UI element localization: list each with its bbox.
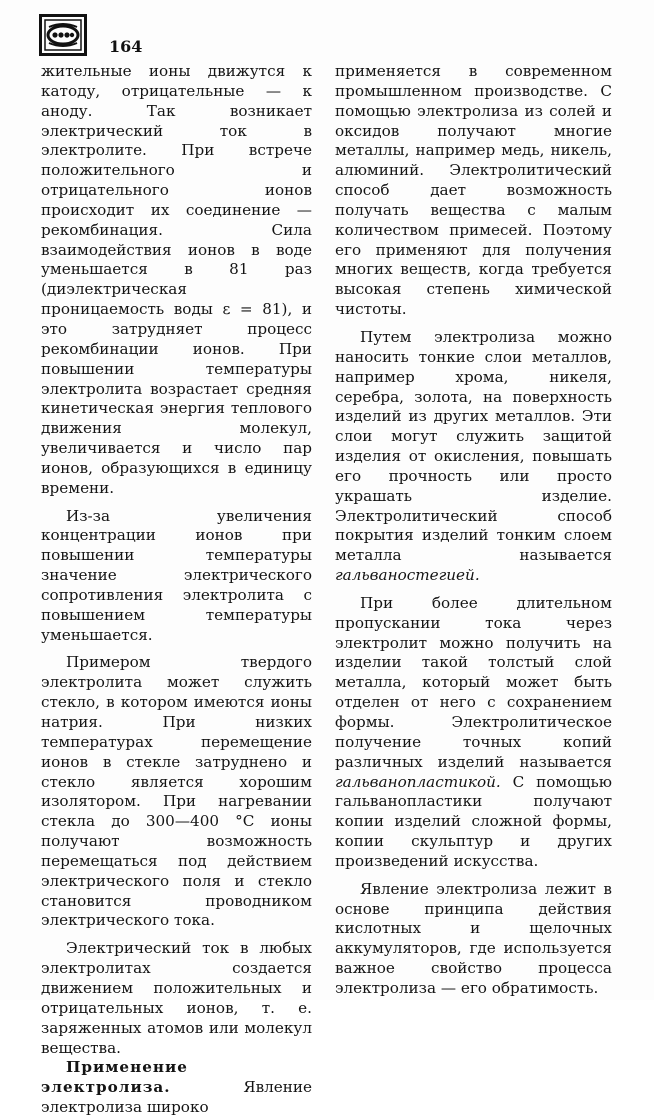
paragraph: [335, 594, 612, 872]
paragraph-text: С помощью гальванопластики получают копии изделий сложной формы, копии скульптур и других произведений искусства.: [335, 772, 612, 870]
term-galvanostegy: гальваностегией.: [335, 566, 480, 585]
section-paragraph: [41, 1058, 312, 1118]
term-galvanoplastics: гальванопластикой.: [335, 772, 501, 791]
paragraph: Электрический ток в любых электролитах создается движением положительных и отрицательных ионов, т. е. заряженных атомов или молекул вещества.: [41, 939, 312, 1057]
paragraph: Из-за увеличения концентрации ионов при повышении температуры значение электрического сопротивления электролита с повышением температуры уменьшается.: [41, 506, 312, 644]
book-ornament-icon: [39, 14, 87, 56]
paragraph-text: Явление электролиза широко: [41, 1078, 312, 1117]
paragraph-text: При более длительном пропускании тока через электролит можно получить на изделии такой толстый слой металла, который может быть отделен от него с сохранением формы. Электролитическое получение точных копий различных изделий называется: [335, 593, 612, 771]
section-heading: Применение электролиза.: [41, 1058, 188, 1097]
paragraph: применяется в современном промышленном производстве. С помощью электролиза из солей и оксидов получают многие металлы, например медь, никель, алюминий. Электролитический способ дает возможность получать вещества с малым количеством примесей. Поэтому его применяют для получения многих веществ, когда требуется высокая степень химической чистоты.: [335, 62, 612, 319]
left-column: [41, 62, 312, 1118]
paragraph: Явление электролиза лежит в основе принципа действия кислотных и щелочных аккумуляторов, где используется важное свойство процесса электролиза — его обратимость.: [335, 879, 612, 997]
right-column: [335, 62, 612, 999]
paragraph: жительные ионы движутся к катоду, отрицательные — к аноду. Так возникает электрический ток в электролите. При встрече положительного и отрицательного ионов происходит их соединение — рекомбинация. Сила взаимодействия ионов в воде уменьшается в 81 раз (диэлектрическая проницаемость воды ε = 81), и это затрудняет процесс рекомбинации ионов. При повышении температуры электролита возрастает средняя кинетическая энергия теплового движения молекул, увеличивается и число пар ионов, образующихся в единицу времени.: [41, 62, 312, 497]
paragraph: Примером твердого электролита может служить стекло, в котором имеются ионы натрия. При низких температурах перемещение ионов в стекле затруднено и стекло является хорошим изолятором. При нагревании стекла до 300—400 °С ионы получают возможность перемещаться под действием электрического поля и стекло становится проводником электрического тока.: [41, 653, 312, 930]
paragraph-text: Путем электролиза можно наносить тонкие слои металлов, например хрома, никеля, серебра, золота, на поверхность изделий из других металлов. Эти слои могут служить защитой изделия от окисления, повышать его прочность или просто украшать изделие. Электролитический способ покрытия изделий тонким слоем металла называется: [335, 327, 612, 565]
paragraph: [335, 328, 612, 586]
page-number: 164: [109, 37, 143, 56]
